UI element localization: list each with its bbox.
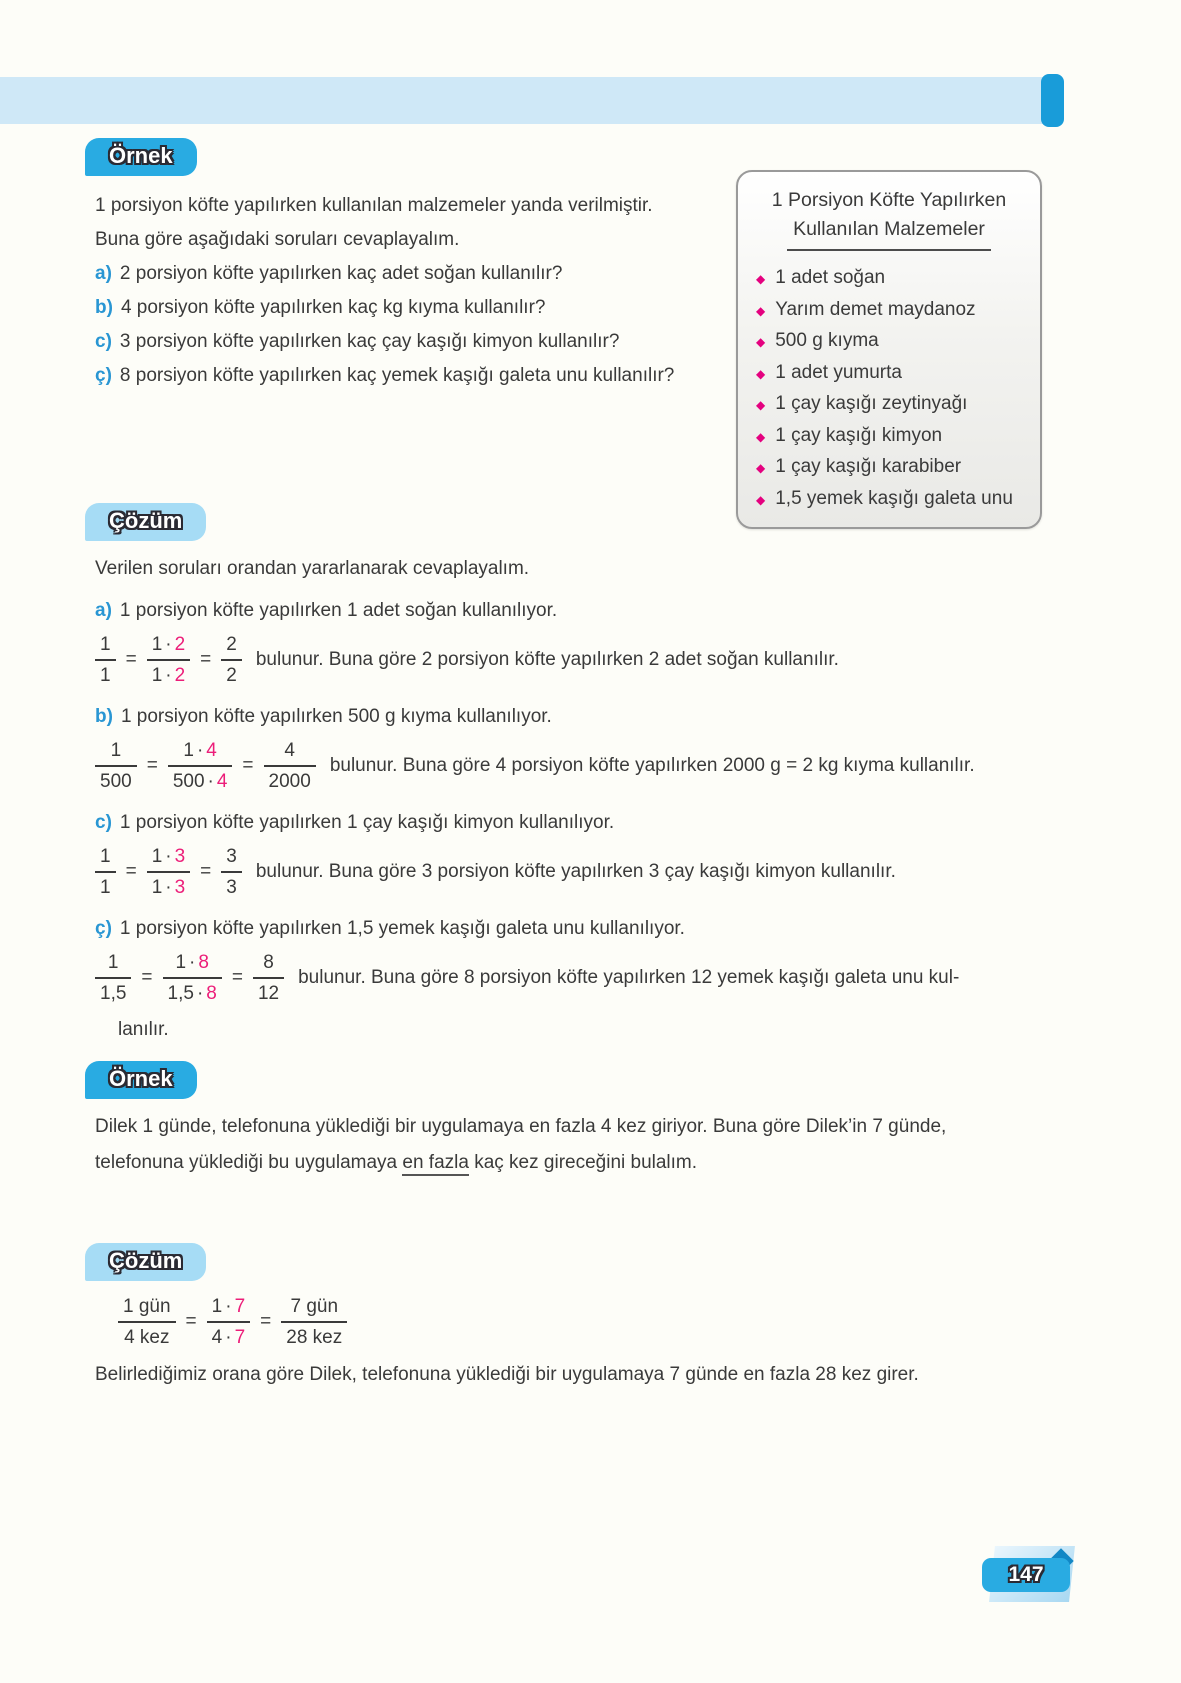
fraction: [207, 1295, 250, 1349]
list-item: [752, 389, 1026, 421]
times-dot: ·: [189, 952, 196, 973]
list-item: [752, 326, 1026, 358]
fraction-denominator: 2000: [268, 771, 311, 792]
factor-highlight: 4: [216, 771, 228, 792]
factor-left: 1: [151, 877, 163, 898]
equation-conclusion: bulunur. Buna göre 3 porsiyon köfte yapılırken 3 çay kaşığı kimyon kullanılır.: [255, 861, 896, 882]
fraction-denominator: 500: [100, 771, 132, 792]
solution-badge: Çözüm: [85, 503, 206, 541]
equation-row-b: [95, 739, 1096, 793]
ingredient-text: 1 çay kaşığı zeytinyağı: [775, 393, 968, 414]
ingredient-text: 1 adet yumurta: [775, 361, 902, 383]
example-intro-line-2: Buna göre aşağıdaki soruları cevaplayalım.: [95, 229, 460, 250]
list-item: [752, 452, 1026, 484]
example-2-section: [85, 1061, 1096, 1181]
conclusion-continued: lanılır.: [118, 1019, 169, 1040]
part-b-label: b): [95, 706, 113, 727]
equals-sign: =: [231, 967, 243, 988]
ingredient-text: 500 g kıyma: [775, 330, 879, 351]
factor-highlight: 2: [174, 665, 186, 686]
fraction-bar: [147, 871, 190, 873]
fraction-denominator: [207, 1326, 250, 1349]
fraction-bar: [95, 871, 116, 873]
equals-sign: =: [242, 755, 254, 776]
equals-sign: =: [185, 1311, 197, 1332]
diamond-bullet-icon: ◆: [756, 461, 766, 475]
times-dot: ·: [165, 846, 172, 867]
part-a-label: a): [95, 600, 112, 621]
fraction-denominator: [168, 770, 233, 793]
diamond-bullet-icon: ◆: [756, 429, 766, 444]
solution-2-conclusion: Belirlediğimiz orana göre Dilek, telefonuna yüklediği bir uygulamaya 7 günde en fazla 28 kez girer.: [95, 1364, 919, 1385]
factor-left: 1: [175, 952, 187, 973]
ingredients-title-line-1: 1 Porsiyon Köfte Yapılırken: [771, 189, 1007, 211]
fraction-bar: [95, 977, 131, 979]
list-item: [752, 421, 1026, 453]
diamond-bullet-icon: ◆: [756, 272, 766, 286]
example-2-line-1: Dilek 1 günde, telefonuna yüklediği bir uygulamaya en fazla 4 kez giriyor. Buna göre Dilek’in 7 günde,: [95, 1116, 947, 1137]
fraction-denominator: 28 kez: [286, 1327, 343, 1348]
fraction: [168, 739, 233, 793]
fraction-numerator: 1: [107, 952, 119, 973]
question-c-text: 3 porsiyon köfte yapılırken kaç çay kaşığı kimyon kullanılır?: [119, 331, 620, 352]
fraction-bar: [264, 765, 316, 767]
list-item: [752, 295, 1026, 327]
part-cc-label: ç): [95, 918, 112, 939]
factor-highlight: 3: [174, 846, 186, 867]
times-dot: ·: [165, 877, 172, 898]
fraction-denominator: 4 kez: [124, 1327, 170, 1348]
fraction: [95, 951, 131, 1005]
fraction: [95, 633, 116, 687]
example-badge: Örnek: [85, 1061, 197, 1099]
example-1-section: [85, 138, 1096, 509]
fraction-numerator: [207, 1295, 250, 1318]
fraction-denominator: 1: [100, 665, 111, 686]
equation-conclusion: bulunur. Buna göre 4 porsiyon köfte yapılırken 2000 g = 2 kg kıyma kullanılır.: [329, 755, 975, 776]
fraction-numerator: 1: [100, 846, 111, 867]
equals-sign: =: [260, 1311, 272, 1332]
fraction-numerator: 8: [263, 952, 274, 973]
factor-highlight: 7: [234, 1296, 246, 1317]
fraction: [118, 1295, 176, 1349]
fraction-numerator: 1 gün: [123, 1296, 171, 1317]
times-dot: ·: [225, 1327, 232, 1348]
fraction-bar: [95, 659, 116, 661]
factor-highlight: 4: [206, 740, 217, 761]
factor-left: 1: [211, 1296, 223, 1317]
fraction-numerator: [147, 633, 190, 656]
underlined-phrase: en fazla: [402, 1152, 469, 1176]
example-2-line-2-before: telefonuna yüklediği bu uygulamaya: [95, 1152, 403, 1173]
ingredient-text: 1 çay kaşığı karabiber: [775, 456, 962, 477]
equals-sign: =: [146, 755, 158, 776]
question-a-text: 2 porsiyon köfte yapılırken kaç adet soğan kullanılır?: [119, 263, 563, 284]
factor-left: 1: [151, 665, 163, 686]
fraction-bar: [168, 765, 233, 767]
ingredient-text: 1 çay kaşığı kimyon: [775, 424, 943, 446]
example-2-line-2: [95, 1145, 1096, 1181]
part-c-text: 1 porsiyon köfte yapılırken 1 çay kaşığı kimyon kullanılıyor.: [119, 812, 615, 833]
fraction-denominator: 12: [257, 983, 280, 1004]
example-2-line-2-after: kaç kez gireceğini bulalım.: [468, 1152, 698, 1173]
part-cc-text: 1 porsiyon köfte yapılırken 1,5 yemek kaşığı galeta unu kullanılıyor.: [119, 918, 685, 939]
example-intro-line-1: 1 porsiyon köfte yapılırken kullanılan malzemeler yanda verilmiştir.: [95, 195, 653, 216]
header-bar: [0, 77, 1044, 124]
times-dot: ·: [196, 740, 204, 761]
fraction-bar: [118, 1321, 176, 1323]
solution-1-section: [85, 503, 1096, 1041]
diamond-bullet-icon: ◆: [756, 335, 766, 349]
factor-highlight: 7: [234, 1327, 246, 1348]
list-item: [752, 358, 1026, 390]
fraction: [95, 739, 137, 793]
fraction-numerator: 4: [284, 740, 295, 761]
fraction-numerator: 7 gün: [290, 1296, 339, 1317]
fraction-numerator: 1: [110, 740, 122, 761]
fraction-denominator: 1: [100, 877, 111, 898]
fraction-bar: [281, 1321, 347, 1323]
equation-row-a: [95, 633, 1096, 687]
question-c-label: c): [95, 331, 112, 352]
solution-part-c-statement: [95, 811, 1096, 835]
factor-left: 4: [211, 1327, 223, 1348]
question-b-label: b): [95, 297, 113, 318]
fraction-bar: [253, 977, 284, 979]
fraction-numerator: [170, 951, 213, 974]
times-dot: ·: [165, 634, 172, 655]
factor-left: 1,5: [167, 983, 194, 1004]
equals-sign: =: [141, 967, 153, 988]
fraction-numerator: [147, 845, 190, 868]
equation-row-solution-2: [118, 1295, 1096, 1349]
page-number: 147: [982, 1558, 1070, 1592]
ingredient-text: Yarım demet maydanoz: [775, 298, 976, 320]
example-badge: Örnek: [85, 138, 197, 176]
equation-row-cc: [95, 951, 1096, 1005]
fraction-bar: [221, 659, 242, 661]
equation-row-c: [95, 845, 1096, 899]
times-dot: ·: [165, 665, 172, 686]
fraction-bar: [207, 1321, 250, 1323]
fraction-denominator: 2: [226, 665, 237, 686]
factor-left: 1: [151, 846, 163, 867]
equals-sign: =: [200, 649, 212, 670]
factor-highlight: 3: [174, 877, 186, 898]
fraction-numerator: 3: [226, 846, 237, 867]
factor-highlight: 8: [198, 952, 209, 973]
equals-sign: =: [125, 861, 137, 882]
fraction-bar: [95, 765, 137, 767]
solution-part-cc-statement: [95, 917, 1096, 941]
fraction: [264, 739, 316, 793]
fraction: [147, 633, 190, 687]
question-a-label: a): [95, 263, 112, 284]
fraction-denominator: [147, 876, 190, 899]
fraction-bar: [221, 871, 242, 873]
question-cc-text: 8 porsiyon köfte yapılırken kaç yemek kaşığı galeta unu kullanılır?: [119, 365, 675, 386]
equation-conclusion: bulunur. Buna göre 2 porsiyon köfte yapılırken 2 adet soğan kullanılır.: [255, 649, 839, 670]
fraction-numerator: [178, 739, 221, 762]
diamond-bullet-icon: ◆: [756, 366, 766, 381]
fraction: [163, 951, 222, 1005]
fraction: [147, 845, 190, 899]
fraction-denominator: [163, 982, 222, 1005]
equals-sign: =: [125, 649, 137, 670]
factor-highlight: 2: [174, 634, 186, 655]
fraction-bar: [147, 659, 190, 661]
solution-badge: Çözüm: [85, 1243, 206, 1281]
ingredients-box-title: [752, 186, 1026, 251]
ingredient-text: 1 adet soğan: [775, 267, 886, 288]
diamond-bullet-icon: ◆: [756, 492, 766, 507]
ingredient-text: 1,5 yemek kaşığı galeta unu: [775, 487, 1013, 509]
fraction-denominator: [147, 664, 190, 687]
ingredients-box: [736, 170, 1042, 529]
part-a-text: 1 porsiyon köfte yapılırken 1 adet soğan kullanılıyor.: [119, 600, 558, 621]
fraction: [281, 1295, 347, 1349]
fraction-numerator: 1: [100, 634, 111, 655]
factor-highlight: 8: [206, 983, 217, 1004]
equals-sign: =: [200, 861, 212, 882]
question-cc-label: ç): [95, 365, 112, 386]
solution-part-a-statement: [95, 599, 1096, 623]
list-item: [752, 263, 1026, 295]
solution-part-b-statement: [95, 705, 1096, 729]
fraction-denominator: 3: [226, 877, 237, 898]
question-b-text: 4 porsiyon köfte yapılırken kaç kg kıyma kullanılır?: [120, 297, 546, 318]
fraction-numerator: 2: [226, 634, 237, 655]
fraction: [221, 845, 242, 899]
ingredients-title-line-2: Kullanılan Malzemeler: [787, 215, 991, 251]
ingredients-list: [752, 263, 1026, 515]
factor-left: 1: [151, 634, 163, 655]
solution-intro: Verilen soruları orandan yararlanarak cevaplayalım.: [95, 558, 530, 579]
fraction-denominator: 1,5: [100, 983, 127, 1004]
times-dot: ·: [207, 771, 214, 792]
times-dot: ·: [196, 983, 204, 1004]
equation-conclusion: bulunur. Buna göre 8 porsiyon köfte yapılırken 12 yemek kaşığı galeta unu kul-: [298, 967, 960, 988]
solution-2-section: [85, 1243, 1096, 1387]
fraction: [95, 845, 116, 899]
fraction-bar: [163, 977, 222, 979]
factor-left: 1: [183, 740, 194, 761]
times-dot: ·: [225, 1296, 232, 1317]
fraction: [221, 633, 242, 687]
fraction: [253, 951, 284, 1005]
factor-left: 500: [172, 771, 205, 792]
diamond-bullet-icon: ◆: [756, 398, 766, 412]
part-b-text: 1 porsiyon köfte yapılırken 500 g kıyma kullanılıyor.: [120, 706, 552, 727]
part-c-label: c): [95, 812, 112, 833]
page-number-badge: [982, 1544, 1082, 1606]
diamond-bullet-icon: ◆: [756, 303, 766, 318]
header-accent-cap: [1041, 74, 1064, 127]
